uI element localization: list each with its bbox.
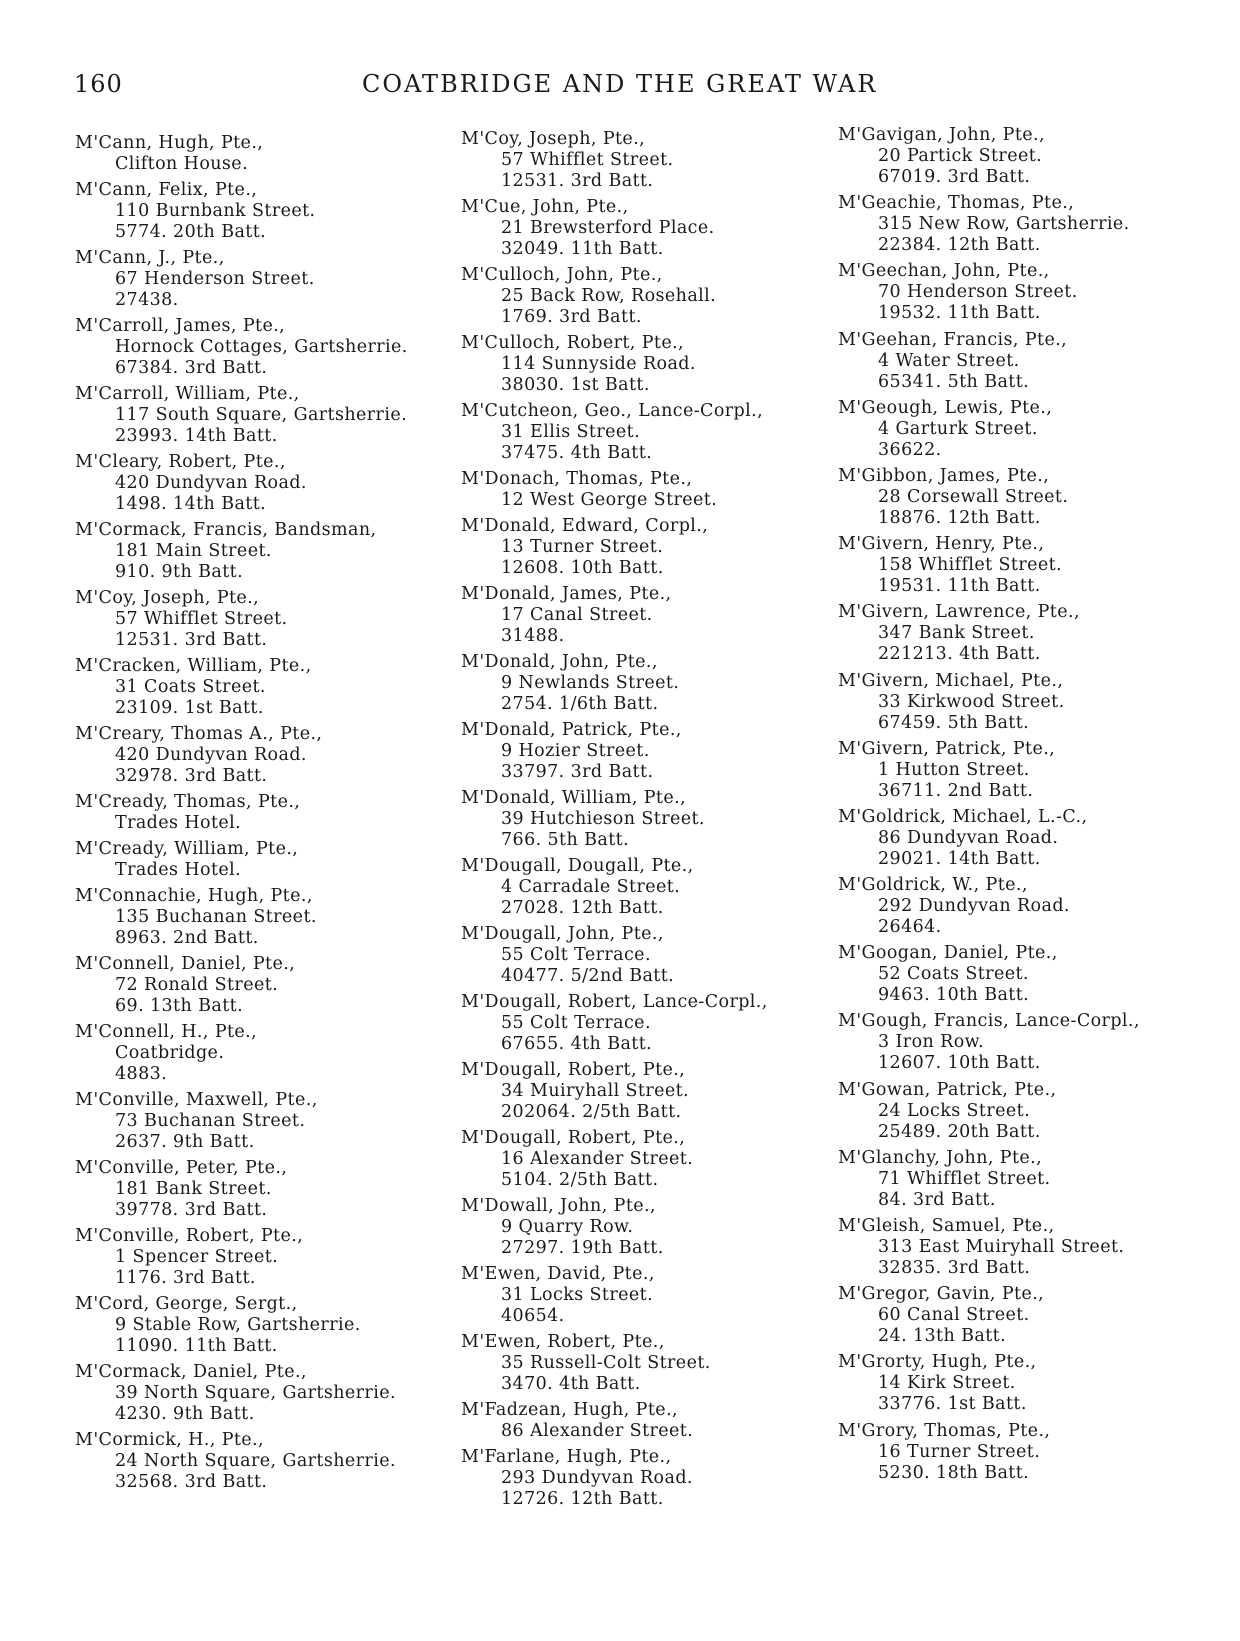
roll-entry [75, 248, 445, 311]
entry-address: 71 Whifflet Street. [878, 1168, 1051, 1189]
entry-service-number: 5774. 20th Batt. [115, 222, 267, 242]
roll-column-3 [838, 125, 1208, 1489]
roll-entry [75, 1226, 445, 1289]
roll-entry [838, 1421, 1208, 1484]
roll-entry [838, 1284, 1208, 1347]
entry-name: M'Gibbon, James, Pte., [838, 465, 1050, 486]
roll-entry [838, 261, 1208, 324]
entry-service-number: 5104. 2/5th Batt. [501, 1170, 659, 1190]
entry-name: M'Farlane, Hugh, Pte., [461, 1447, 672, 1467]
entry-address: 16 Turner Street. [878, 1441, 1041, 1462]
entry-service-number: 12531. 3rd Batt. [501, 171, 654, 191]
entry-name: M'Cormack, Francis, Bandsman, [75, 520, 377, 540]
roll-entry [75, 133, 445, 175]
entry-name: M'Donald, John, Pte., [461, 652, 658, 672]
entry-service-number: 29021. 14th Batt. [878, 848, 1041, 869]
entry-address: Trades Hotel. [115, 813, 242, 833]
roll-entry [461, 992, 831, 1055]
entry-service-number: 8963. 2nd Batt. [115, 928, 259, 948]
entry-name: M'Geachie, Thomas, Pte., [838, 193, 1075, 214]
roll-entry [75, 954, 445, 1017]
entry-service-number: 67019. 3rd Batt. [878, 167, 1031, 187]
entry-service-number: 22384. 12th Batt. [878, 235, 1041, 256]
entry-service-number: 40654. [501, 1306, 565, 1326]
entry-service-number: 4230. 9th Batt. [115, 1404, 255, 1424]
entry-name: M'Creary, Thomas A., Pte., [75, 724, 323, 744]
roll-entry [461, 856, 831, 919]
entry-address: 17 Canal Street. [501, 605, 653, 625]
entry-service-number: 12531. 3rd Batt. [115, 630, 268, 650]
entry-address: 31 Ellis Street. [501, 422, 641, 442]
entry-service-number: 3470. 4th Batt. [501, 1374, 641, 1394]
entry-name: M'Cutcheon, Geo., Lance-Corpl., [461, 401, 764, 421]
roll-entry [75, 886, 445, 949]
entry-service-number: 19532. 11th Batt. [878, 303, 1041, 324]
roll-column-1 [75, 133, 445, 1498]
entry-address: 86 Dundyvan Road. [878, 827, 1059, 848]
entry-address: 313 East Muiryhall Street. [878, 1237, 1125, 1257]
entry-service-number: 27297. 19th Batt. [501, 1238, 664, 1258]
entry-name: M'Geechan, John, Pte., [838, 261, 1050, 282]
entry-address: 4 Water Street. [878, 350, 1020, 371]
entry-service-number: 84. 3rd Batt. [878, 1189, 996, 1210]
roll-entry [838, 1352, 1208, 1415]
entry-address: 72 Ronald Street. [115, 975, 279, 995]
entry-name: M'Cracken, William, Pte., [75, 656, 312, 676]
entry-service-number: 37475. 4th Batt. [501, 443, 653, 463]
roll-entry [461, 516, 831, 579]
roll-entry [838, 1148, 1208, 1211]
entry-name: M'Dougall, John, Pte., [461, 924, 664, 944]
roll-entry [75, 452, 445, 515]
entry-name: M'Cleary, Robert, Pte., [75, 452, 286, 472]
entry-name: M'Cann, J., Pte., [75, 248, 225, 268]
roll-entry [75, 1022, 445, 1085]
entry-service-number: 11090. 11th Batt. [115, 1336, 278, 1356]
page-number: 160 [74, 70, 123, 98]
entry-service-number: 40477. 5/2nd Batt. [501, 966, 675, 986]
entry-service-number: 24. 13th Batt. [878, 1326, 1007, 1347]
roll-entry [75, 792, 445, 834]
entry-address: 4 Garturk Street. [878, 418, 1038, 439]
entry-service-number: 32835. 3rd Batt. [878, 1258, 1031, 1278]
roll-entry [75, 520, 445, 583]
entry-name: M'Googan, Daniel, Pte., [838, 943, 1058, 964]
entry-name: M'Gough, Francis, Lance-Corpl., [838, 1011, 1140, 1032]
entry-address: 55 Colt Terrace. [501, 1013, 651, 1033]
entry-address: 110 Burnbank Street. [115, 201, 316, 221]
roll-entry [838, 398, 1208, 461]
entry-address: 67 Henderson Street. [115, 269, 315, 289]
entry-name: M'Donald, James, Pte., [461, 584, 672, 604]
entry-address: 420 Dundyvan Road. [115, 745, 307, 765]
entry-service-number: 202064. 2/5th Batt. [501, 1102, 682, 1122]
entry-name: M'Connachie, Hugh, Pte., [75, 886, 313, 906]
entry-service-number: 27028. 12th Batt. [501, 898, 664, 918]
entry-address: 4 Carradale Street. [501, 877, 681, 897]
entry-address: 33 Kirkwood Street. [878, 691, 1065, 712]
entry-address: 52 Coats Street. [878, 964, 1029, 985]
roll-entry [461, 1332, 831, 1395]
entry-address: 9 Hozier Street. [501, 741, 650, 761]
roll-entry [461, 1128, 831, 1191]
entry-address: 158 Whifflet Street. [878, 555, 1063, 576]
entry-address: 24 Locks Street. [878, 1100, 1031, 1121]
entry-service-number: 67459. 5th Batt. [878, 712, 1030, 733]
entry-name: M'Givern, Patrick, Pte., [838, 738, 1056, 759]
entry-service-number: 32049. 11th Batt. [501, 239, 664, 259]
entry-address: 117 South Square, Gartsherrie. [115, 405, 408, 425]
entry-name: M'Culloch, John, Pte., [461, 265, 663, 285]
entry-name: M'Goldrick, Michael, L.-C., [838, 806, 1088, 827]
entry-name: M'Cready, William, Pte., [75, 839, 299, 859]
entry-name: M'Coy, Joseph, Pte., [75, 588, 260, 608]
entry-name: M'Donach, Thomas, Pte., [461, 469, 693, 489]
entry-name: M'Dougall, Robert, Pte., [461, 1128, 686, 1148]
entry-address: 55 Colt Terrace. [501, 945, 651, 965]
entry-address: 39 Hutchieson Street. [501, 809, 705, 829]
entry-address: 20 Partick Street. [878, 146, 1043, 166]
entry-service-number: 1498. 14th Batt. [115, 494, 267, 514]
roll-entry [838, 1080, 1208, 1143]
entry-service-number: 1769. 3rd Batt. [501, 307, 642, 327]
entry-address: 1 Hutton Street. [878, 759, 1030, 780]
entry-address: 31 Coats Street. [115, 677, 266, 697]
entry-name: M'Conville, Peter, Pte., [75, 1158, 288, 1178]
entry-address: 293 Dundyvan Road. [501, 1468, 693, 1488]
entry-name: M'Cue, John, Pte., [461, 197, 629, 217]
entry-name: M'Culloch, Robert, Pte., [461, 333, 685, 353]
entry-address: 57 Whifflet Street. [501, 150, 674, 170]
entry-name: M'Donald, Edward, Corpl., [461, 516, 709, 536]
entry-address: 25 Back Row, Rosehall. [501, 286, 717, 306]
roll-entry [461, 584, 831, 647]
entry-name: M'Glanchy, John, Pte., [838, 1147, 1043, 1168]
roll-entry [838, 602, 1208, 665]
roll-entry [461, 924, 831, 987]
entry-address: 86 Alexander Street. [501, 1421, 694, 1441]
entry-address: 420 Dundyvan Road. [115, 473, 307, 493]
roll-entry [461, 333, 831, 396]
entry-service-number: 36711. 2nd Batt. [878, 780, 1034, 801]
roll-entry [838, 193, 1208, 256]
entry-name: M'Givern, Michael, Pte., [838, 670, 1064, 691]
entry-address: 12 West George Street. [501, 490, 718, 510]
entry-name: M'Cready, Thomas, Pte., [75, 792, 301, 812]
entry-address: Clifton House. [115, 154, 249, 174]
entry-address: 114 Sunnyside Road. [501, 354, 696, 374]
entry-address: 1 Spencer Street. [115, 1247, 279, 1267]
roll-entry [461, 129, 831, 192]
roll-entry [838, 330, 1208, 393]
entry-name: M'Goldrick, W., Pte., [838, 875, 1028, 896]
entry-service-number: 25489. 20th Batt. [878, 1121, 1041, 1142]
entry-service-number: 4883. [115, 1064, 168, 1084]
roll-entry [75, 656, 445, 719]
roll-entry [838, 943, 1208, 1006]
roll-entry [838, 739, 1208, 802]
page-title: COATBRIDGE AND THE GREAT WAR [362, 70, 878, 98]
roll-entry [75, 1158, 445, 1221]
entry-service-number: 31488. [501, 626, 565, 646]
entry-name: M'Geough, Lewis, Pte., [838, 397, 1053, 418]
entry-service-number: 23993. 14th Batt. [115, 426, 278, 446]
entry-address: 70 Henderson Street. [878, 282, 1078, 303]
entry-service-number: 12607. 10th Batt. [878, 1053, 1041, 1074]
entry-name: M'Cormack, Daniel, Pte., [75, 1362, 307, 1382]
roll-entry [75, 1090, 445, 1153]
entry-name: M'Conville, Maxwell, Pte., [75, 1090, 318, 1110]
entry-service-number: 12608. 10th Batt. [501, 558, 664, 578]
roll-entry [461, 265, 831, 328]
roll-entry [838, 1216, 1208, 1279]
roll-entry [75, 1294, 445, 1357]
entry-address: Trades Hotel. [115, 860, 242, 880]
entry-service-number: 65341. 5th Batt. [878, 371, 1030, 392]
entry-address: Hornock Cottages, Gartsherrie. [115, 337, 408, 357]
entry-service-number: 221213. 4th Batt. [878, 644, 1041, 665]
entry-service-number: 9463. 10th Batt. [878, 985, 1030, 1006]
entry-address: 347 Bank Street. [878, 623, 1035, 644]
roll-entry [461, 401, 831, 464]
entry-service-number: 23109. 1st Batt. [115, 698, 264, 718]
roll-column-2 [461, 129, 831, 1515]
roll-entry [75, 316, 445, 379]
roll-entry [75, 724, 445, 787]
roll-entry [75, 384, 445, 447]
roll-entry [461, 1264, 831, 1327]
roll-entry [75, 1430, 445, 1493]
roll-entry [461, 652, 831, 715]
roll-entry [838, 671, 1208, 734]
roll-entry [461, 788, 831, 851]
entry-name: M'Donald, Patrick, Pte., [461, 720, 682, 740]
entry-service-number: 39778. 3rd Batt. [115, 1200, 268, 1220]
entry-name: M'Cann, Felix, Pte., [75, 180, 258, 200]
entry-name: M'Coy, Joseph, Pte., [461, 129, 646, 149]
entry-service-number: 27438. [115, 290, 179, 310]
entry-name: M'Grory, Thomas, Pte., [838, 1420, 1051, 1441]
entry-address: 9 Quarry Row. [501, 1217, 634, 1237]
entry-name: M'Cann, Hugh, Pte., [75, 133, 264, 153]
entry-address: 39 North Square, Gartsherrie. [115, 1383, 396, 1403]
entry-service-number: 36622. [878, 439, 942, 460]
roll-entry [461, 1400, 831, 1442]
roll-entry [461, 1060, 831, 1123]
entry-name: M'Gleish, Samuel, Pte., [838, 1216, 1055, 1236]
entry-service-number: 69. 13th Batt. [115, 996, 244, 1016]
entry-service-number: 33776. 1st Batt. [878, 1394, 1027, 1415]
entry-address: 28 Corsewall Street. [878, 486, 1069, 507]
entry-name: M'Donald, William, Pte., [461, 788, 687, 808]
entry-address: Coatbridge. [115, 1043, 225, 1063]
entry-service-number: 18876. 12th Batt. [878, 507, 1041, 528]
entry-address: 135 Buchanan Street. [115, 907, 317, 927]
entry-name: M'Gavigan, John, Pte., [838, 125, 1045, 145]
entry-name: M'Connell, Daniel, Pte., [75, 954, 296, 974]
entry-service-number: 67384. 3rd Batt. [115, 358, 268, 378]
entry-name: M'Ewen, David, Pte., [461, 1264, 655, 1284]
entry-name: M'Cord, George, Sergt., [75, 1294, 298, 1314]
entry-service-number: 2637. 9th Batt. [115, 1132, 255, 1152]
entry-name: M'Fadzean, Hugh, Pte., [461, 1400, 678, 1420]
entry-address: 14 Kirk Street. [878, 1373, 1016, 1394]
entry-address: 57 Whifflet Street. [115, 609, 288, 629]
roll-entry [461, 469, 831, 511]
entry-service-number: 910. 9th Batt. [115, 562, 244, 582]
entry-name: M'Dougall, Robert, Lance-Corpl., [461, 992, 768, 1012]
entry-address: 60 Canal Street. [878, 1305, 1030, 1326]
entry-address: 292 Dundyvan Road. [878, 896, 1070, 917]
entry-address: 3 Iron Row. [878, 1032, 984, 1053]
roll-entry [75, 180, 445, 243]
roll-entry [75, 839, 445, 881]
entry-name: M'Givern, Henry, Pte., [838, 534, 1045, 555]
entry-name: M'Grorty, Hugh, Pte., [838, 1352, 1037, 1373]
entry-service-number: 19531. 11th Batt. [878, 576, 1041, 597]
roll-entry [75, 1362, 445, 1425]
entry-name: M'Gregor, Gavin, Pte., [838, 1284, 1045, 1305]
roll-entry [838, 125, 1208, 188]
entry-address: 73 Buchanan Street. [115, 1111, 306, 1131]
entry-name: M'Carroll, William, Pte., [75, 384, 300, 404]
entry-address: 31 Locks Street. [501, 1285, 654, 1305]
roll-entry [838, 534, 1208, 597]
entry-address: 181 Main Street. [115, 541, 272, 561]
entry-name: M'Carroll, James, Pte., [75, 316, 286, 336]
entry-service-number: 32568. 3rd Batt. [115, 1472, 268, 1492]
entry-address: 35 Russell-Colt Street. [501, 1353, 711, 1373]
entry-address: 181 Bank Street. [115, 1179, 272, 1199]
entry-name: M'Connell, H., Pte., [75, 1022, 258, 1042]
entry-address: 21 Brewsterford Place. [501, 218, 715, 238]
roll-entry [461, 1447, 831, 1510]
roll-entry [461, 197, 831, 260]
entry-name: M'Dougall, Robert, Pte., [461, 1060, 686, 1080]
roll-entry [461, 720, 831, 783]
entry-service-number: 2754. 1/6th Batt. [501, 694, 659, 714]
entry-address: 9 Newlands Street. [501, 673, 680, 693]
entry-service-number: 67655. 4th Batt. [501, 1034, 653, 1054]
entry-name: M'Dowall, John, Pte., [461, 1196, 656, 1216]
entry-name: M'Geehan, Francis, Pte., [838, 329, 1068, 350]
entry-address: 16 Alexander Street. [501, 1149, 694, 1169]
roll-entry [838, 1011, 1208, 1074]
entry-address: 9 Stable Row, Gartsherrie. [115, 1315, 361, 1335]
roll-entry [838, 466, 1208, 529]
roll-entry [838, 875, 1208, 938]
roll-entry [461, 1196, 831, 1259]
entry-name: M'Givern, Lawrence, Pte., [838, 602, 1080, 623]
roll-entry [838, 807, 1208, 870]
entry-service-number: 33797. 3rd Batt. [501, 762, 654, 782]
entry-name: M'Cormick, H., Pte., [75, 1430, 264, 1450]
entry-service-number: 38030. 1st Batt. [501, 375, 650, 395]
roll-entry [75, 588, 445, 651]
entry-name: M'Ewen, Robert, Pte., [461, 1332, 665, 1352]
entry-name: M'Gowan, Patrick, Pte., [838, 1079, 1057, 1100]
entry-service-number: 26464. [878, 917, 942, 938]
entry-address: 13 Turner Street. [501, 537, 664, 557]
entry-name: M'Conville, Robert, Pte., [75, 1226, 304, 1246]
entry-address: 315 New Row, Gartsherrie. [878, 214, 1130, 235]
entry-service-number: 12726. 12th Batt. [501, 1489, 664, 1509]
entry-service-number: 766. 5th Batt. [501, 830, 630, 850]
entry-address: 24 North Square, Gartsherrie. [115, 1451, 396, 1471]
entry-service-number: 5230. 18th Batt. [878, 1462, 1030, 1483]
entry-name: M'Dougall, Dougall, Pte., [461, 856, 694, 876]
entry-service-number: 32978. 3rd Batt. [115, 766, 268, 786]
entry-service-number: 1176. 3rd Batt. [115, 1268, 256, 1288]
entry-address: 34 Muiryhall Street. [501, 1081, 690, 1101]
